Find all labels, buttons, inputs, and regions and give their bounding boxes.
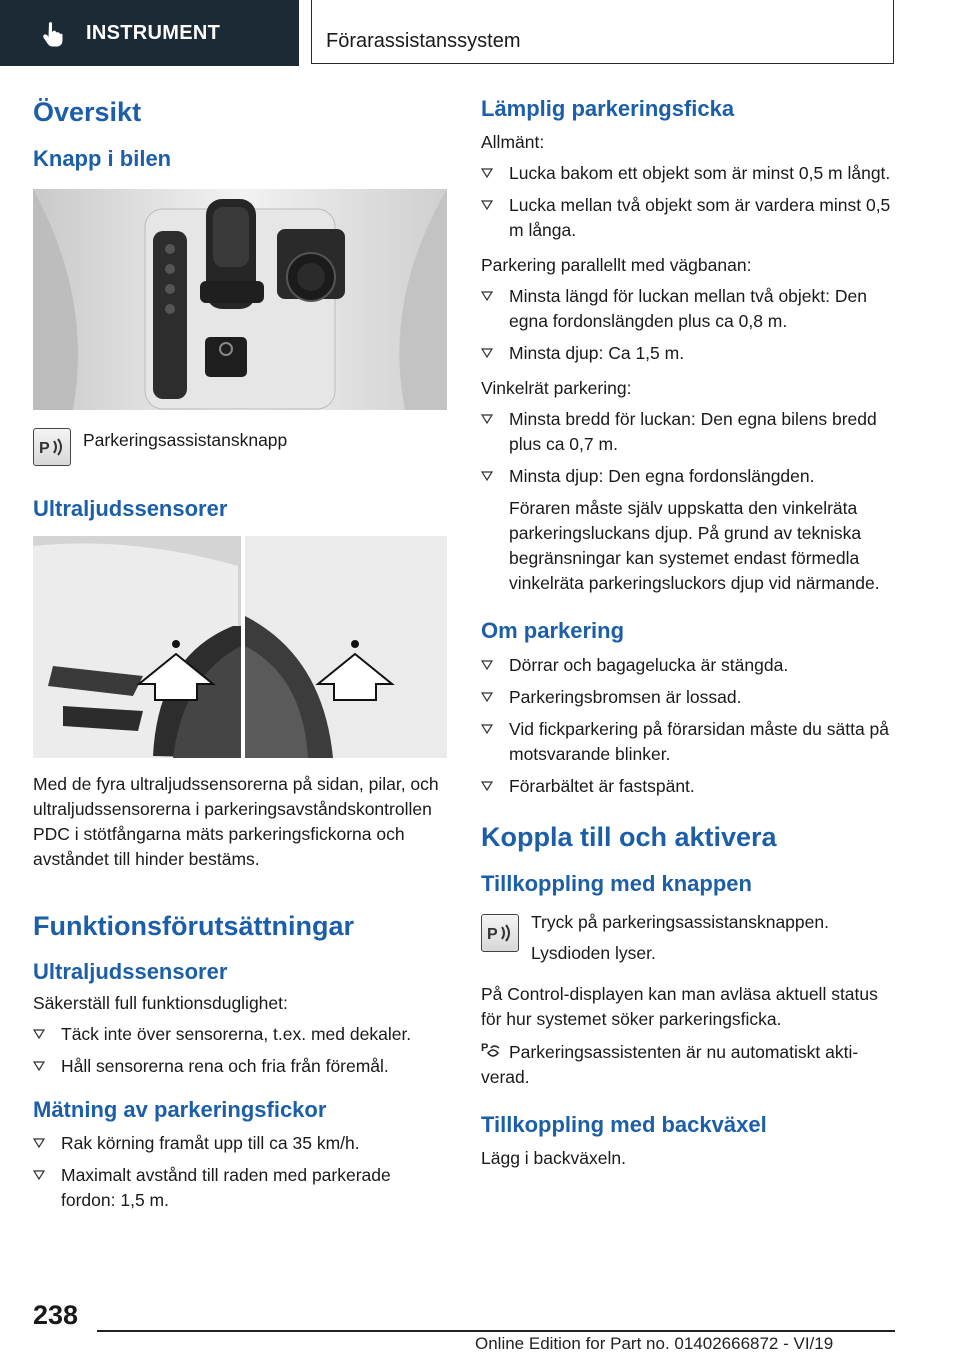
heading-reverse-gear: Tillkoppling med backväxel	[481, 1111, 767, 1137]
perpendicular-list	[481, 407, 895, 489]
list-item: Rak körning framåt upp till ca 35 km/h.	[33, 1131, 447, 1156]
general-label: Allmänt:	[481, 132, 545, 153]
triangle-bullet-icon	[33, 1028, 45, 1040]
general-list	[481, 161, 895, 243]
parking-assistant-button-icon	[33, 428, 71, 466]
triangle-bullet-icon	[481, 723, 493, 735]
page-number: 238	[33, 1300, 79, 1330]
center-console-illustration	[33, 189, 447, 410]
triangle-bullet-icon	[33, 1137, 45, 1149]
heading-activate: Koppla till och aktivera	[481, 821, 777, 852]
parking-assistant-button-icon	[481, 914, 519, 952]
list-item: Minsta djup: Den egna fordonslängden.	[481, 464, 895, 489]
edition-text: Online Edition for Part no. 01402666872 - VI/19	[475, 1334, 834, 1353]
button-caption-row	[33, 428, 447, 466]
heading-button-in-car: Knapp i bilen	[33, 146, 172, 172]
heading-suitable-space: Lämplig parkeringsficka	[481, 96, 735, 121]
perpendicular-note: Föraren måste själv uppskatta den vinkelräta parkeringsluckans djup. På grund av tekniska begränsningar kan systemet endast förmedla vinkelräta parkeringsluckors djup vid närmande.	[509, 498, 880, 594]
bumper-sensors-photo	[33, 536, 447, 758]
triangle-bullet-icon	[481, 167, 493, 179]
heading-about-parking: Om parkering	[481, 618, 625, 644]
about-list	[481, 653, 895, 799]
list-item: Lucka bakom ett objekt som är minst 0,5 m långt.	[481, 161, 895, 186]
left-column	[33, 96, 447, 1223]
triangle-bullet-icon	[481, 290, 493, 302]
right-column	[481, 96, 895, 1171]
led-text: Lysdioden lyser.	[531, 942, 656, 963]
perpendicular-label: Vinkelrät parkering:	[481, 378, 632, 399]
triangle-bullet-icon	[481, 470, 493, 482]
heading-with-button: Tillkoppling med knappen	[481, 871, 752, 897]
section-tab	[0, 0, 299, 66]
center-console-photo	[33, 189, 447, 410]
list-item: Dörrar och bagagelucka är stängda.	[481, 653, 895, 678]
heading-ultrasonic-sensors: Ultraljudssensorer	[33, 495, 228, 521]
list-item: Minsta djup: Ca 1,5 m.	[481, 341, 895, 366]
svg-text:P: P	[487, 925, 498, 943]
list-item: Vid fickparkering på förarsidan måste du sätta på motsvarande blinker.	[481, 717, 895, 767]
triangle-bullet-icon	[481, 659, 493, 671]
svg-text:P: P	[481, 1041, 489, 1054]
list-item: Minsta bredd för luckan: Den egna bilens bredd plus ca 0,7 m.	[481, 407, 895, 457]
button-caption: Parkeringsassistansknapp	[83, 429, 288, 450]
triangle-bullet-icon	[33, 1060, 45, 1072]
prereq-intro: Säkerställ full funktionsduglighet:	[33, 992, 288, 1013]
chapter-tab	[311, 0, 894, 64]
section-tab-label: INSTRUMENT	[86, 21, 221, 44]
list-item: Parkeringsbromsen är lossad.	[481, 685, 895, 710]
list-item: Täck inte över sensorerna, t.ex. med dekaler.	[33, 1022, 447, 1047]
list-item: Lucka mellan två objekt som är vardera minst 0,5 m långa.	[481, 193, 895, 243]
page-header	[0, 0, 960, 66]
triangle-bullet-icon	[481, 347, 493, 359]
list-item: Håll sensorerna rena och fria från föremål.	[33, 1054, 447, 1079]
bumper-sensors-illustration	[33, 536, 447, 758]
list-item: Minsta längd för luckan mellan två objekt: Den egna fordonslängden plus ca 0,8 m.	[481, 284, 895, 334]
measure-list	[33, 1131, 447, 1213]
auto-activated-text: P Parkeringsassistenten är nu automatiskt aktiverad.	[481, 1041, 859, 1087]
reverse-text: Lägg i backväxeln.	[481, 1147, 626, 1168]
heading-measuring: Mätning av parkeringsfickor	[33, 1096, 327, 1122]
parallel-label: Parkering parallellt med vägbanan:	[481, 255, 752, 276]
footer-divider	[97, 1330, 895, 1332]
heading-overview: Översikt	[33, 97, 142, 127]
parallel-list	[481, 284, 895, 366]
prereq-list	[33, 1022, 447, 1079]
display-status-text: På Control-displayen kan man avläsa aktuell status för hur systemet söker parkeringsficka.	[481, 983, 878, 1029]
sensors-description: Med de fyra ultraljudssensorerna på sidan, pilar, och ultraljudssensorerna i parkeringsavståndskontrollen PDC i stötfångarna mäts parkeringsfickorna och avståndet till hinder bestäms.	[33, 774, 439, 870]
svg-text:P: P	[39, 439, 50, 457]
list-item: Förarbältet är fastspänt.	[481, 774, 895, 799]
chapter-tab-label: Förarassistanssystem	[326, 30, 521, 52]
heading-prereq-sensors: Ultraljudssensorer	[33, 958, 228, 984]
triangle-bullet-icon	[481, 691, 493, 703]
heading-prerequisites: Funktionsförutsättningar	[33, 911, 354, 942]
list-item: Maximalt avstånd till raden med parkerade fordon: 1,5 m.	[33, 1163, 447, 1213]
hand-pointer-icon	[40, 19, 68, 47]
press-button-text: Tryck på parkeringsassistansknappen.	[531, 911, 829, 932]
triangle-bullet-icon	[481, 199, 493, 211]
triangle-bullet-icon	[481, 413, 493, 425]
press-button-row	[481, 910, 895, 966]
triangle-bullet-icon	[33, 1169, 45, 1181]
parking-assistant-indicator-icon	[481, 1040, 503, 1060]
triangle-bullet-icon	[481, 780, 493, 792]
